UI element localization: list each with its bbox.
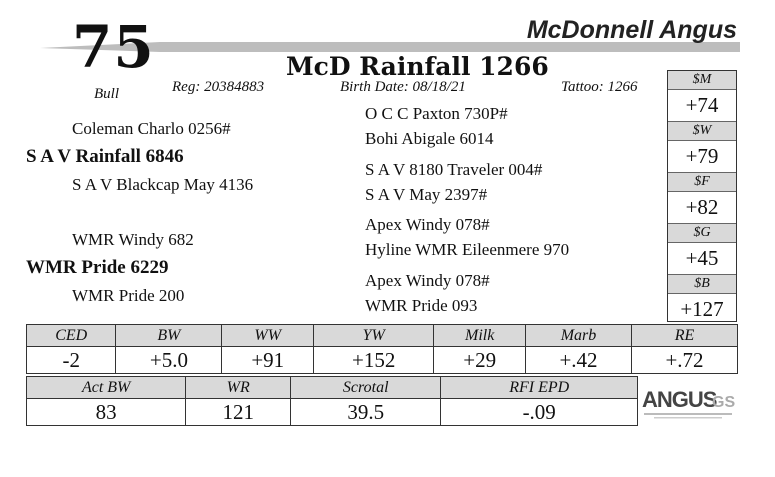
- epd-value-marb: +.42: [526, 347, 632, 374]
- dollar-index-b: [668, 275, 736, 325]
- actuals-value-scrotal: 39.5: [291, 399, 441, 426]
- tattoo: Tattoo: 1266: [561, 79, 638, 95]
- epd-header-ced: CED: [27, 325, 116, 347]
- dollar-index-box: [667, 70, 737, 322]
- angus-gs-logo: [640, 383, 738, 423]
- epd-value-milk: +29: [434, 347, 526, 374]
- logo-text: ANGUS: [642, 387, 717, 412]
- actuals-value-row: [27, 399, 638, 426]
- epd-header-marb: Marb: [526, 325, 632, 347]
- ancestor-5: Apex Windy 078#: [365, 215, 490, 234]
- epd-header-bw: BW: [116, 325, 222, 347]
- epd-value-bw: +5.0: [116, 347, 222, 374]
- dam: WMR Pride 6229: [26, 257, 169, 278]
- sire: S A V Rainfall 6846: [26, 146, 184, 167]
- epd-header-row: [27, 325, 738, 347]
- ancestor-1: O C C Paxton 730P#: [365, 104, 508, 123]
- dam-dam: WMR Pride 200: [72, 286, 185, 305]
- lot-number: 75: [72, 13, 155, 81]
- sire-dam: S A V Blackcap May 4136: [72, 175, 254, 194]
- dollar-index-value: +82: [668, 192, 736, 224]
- dollar-index-f: [668, 173, 736, 224]
- actuals-table: [26, 376, 638, 426]
- sex-label: Bull: [94, 86, 119, 102]
- sire-sire: Coleman Charlo 0256#: [72, 119, 231, 138]
- actuals-value-act-bw: 83: [27, 399, 186, 426]
- epd-header-milk: Milk: [434, 325, 526, 347]
- epd-header-yw: YW: [314, 325, 434, 347]
- epd-table: [26, 324, 738, 374]
- actuals-header-rfi-epd: RFI EPD: [441, 377, 638, 399]
- dollar-index-value: +127: [680, 297, 724, 321]
- logo-suffix: GS: [712, 394, 736, 411]
- ancestor-8: WMR Pride 093: [365, 296, 478, 315]
- actuals-header-act-bw: Act BW: [27, 377, 186, 399]
- dollar-index-label: $W: [668, 122, 736, 141]
- dollar-index-m: [668, 71, 736, 122]
- dollar-index-label: $F: [668, 173, 736, 192]
- ancestor-7: Apex Windy 078#: [365, 271, 490, 290]
- dollar-index-w: [668, 122, 736, 173]
- ancestor-2: Bohi Abigale 6014: [365, 129, 494, 148]
- ancestor-3: S A V 8180 Traveler 004#: [365, 160, 543, 179]
- epd-value-row: [27, 347, 738, 374]
- animal-name: McD Rainfall 1266: [286, 52, 549, 81]
- dollar-index-value: +74: [668, 90, 736, 122]
- dollar-index-label: $G: [668, 224, 736, 243]
- actuals-header-scrotal: Scrotal: [291, 377, 441, 399]
- actuals-value-rfi-epd: -.09: [441, 399, 638, 426]
- ancestor-6: Hyline WMR Eileenmere 970: [365, 240, 570, 259]
- epd-header-re: RE: [631, 325, 737, 347]
- ancestor-4: S A V May 2397#: [365, 185, 488, 204]
- dam-sire: WMR Windy 682: [72, 230, 194, 249]
- dollar-index-label: $M: [668, 71, 736, 90]
- farm-name: McDonnell Angus: [526, 16, 737, 44]
- epd-value-ced: -2: [27, 347, 116, 374]
- actuals-value-wr: 121: [186, 399, 291, 426]
- actuals-header-wr: WR: [186, 377, 291, 399]
- dollar-index-value: +79: [668, 141, 736, 173]
- epd-value-yw: +152: [314, 347, 434, 374]
- epd-value-ww: +91: [222, 347, 314, 374]
- epd-header-ww: WW: [222, 325, 314, 347]
- birth-date: Birth Date: 08/18/21: [340, 79, 466, 95]
- actuals-header-row: [27, 377, 638, 399]
- registration-number: Reg: 20384883: [172, 79, 265, 95]
- dollar-index-label: $B: [668, 275, 736, 294]
- epd-value-re: +.72: [631, 347, 737, 374]
- dollar-index-value: +45: [668, 243, 736, 275]
- dollar-index-g: [668, 224, 736, 275]
